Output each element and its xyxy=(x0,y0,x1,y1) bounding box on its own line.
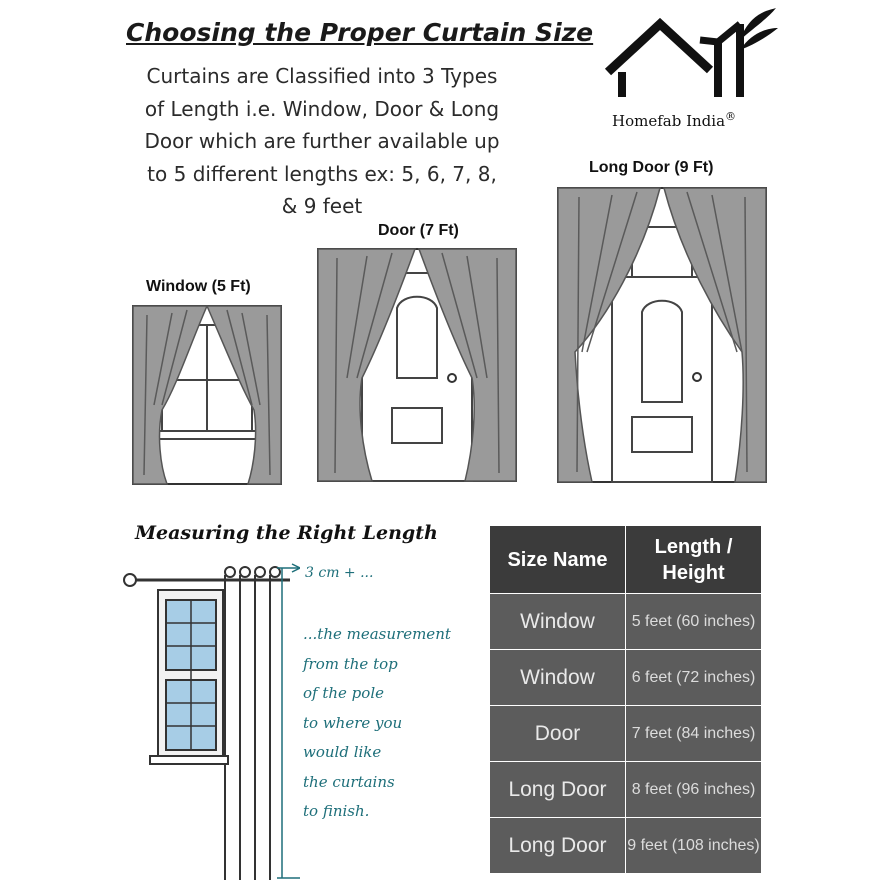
note-line: to finish. xyxy=(303,802,370,820)
length-cell: 6 feet (72 inches) xyxy=(626,650,762,706)
size-table xyxy=(489,525,762,874)
door-curtain-illustration xyxy=(317,248,517,482)
intro-line: & 9 feet xyxy=(281,194,363,218)
registered-mark: ® xyxy=(725,110,737,123)
note-line: ...the measurement xyxy=(303,625,451,643)
length-cell: 9 feet (108 inches) xyxy=(626,818,762,874)
intro-text xyxy=(112,60,532,223)
header-size-name: Size Name xyxy=(490,526,626,594)
note-line: the curtains xyxy=(303,772,395,791)
table-row xyxy=(490,650,762,706)
size-name-cell: Long Door xyxy=(490,818,626,874)
window-curtain-illustration xyxy=(132,305,282,485)
size-name-cell: Door xyxy=(490,706,626,762)
brand-name-text: Homefab India xyxy=(612,112,726,130)
long-door-caption: Long Door (9 Ft) xyxy=(589,159,714,176)
table-row xyxy=(490,762,762,818)
note-line: from the top xyxy=(303,654,398,673)
size-name-cell: Window xyxy=(490,594,626,650)
length-cell: 8 feet (96 inches) xyxy=(626,762,762,818)
length-cell: 5 feet (60 inches) xyxy=(626,594,762,650)
allowance-label: 3 cm + ... xyxy=(305,565,374,581)
note-line: would like xyxy=(303,743,382,761)
note-line: to where you xyxy=(303,713,403,732)
page-title: Choosing the Proper Curtain Size xyxy=(126,18,594,47)
window-caption: Window (5 Ft) xyxy=(146,278,251,295)
brand-name xyxy=(612,110,736,130)
header-length: Length / Height xyxy=(626,526,762,594)
intro-line: of Length i.e. Window, Door & Long xyxy=(144,96,500,121)
intro-line: Door which are further available up xyxy=(144,129,500,153)
note-line: of the pole xyxy=(303,684,384,702)
measuring-title: Measuring the Right Length xyxy=(135,522,438,544)
table-header-row xyxy=(490,526,762,594)
table-row xyxy=(490,706,762,762)
intro-line: Curtains are Classified into 3 Types xyxy=(146,64,498,88)
intro-line: to 5 different lengths ex: 5, 6, 7, 8, xyxy=(147,161,497,186)
length-cell: 7 feet (84 inches) xyxy=(626,706,762,762)
size-name-cell: Window xyxy=(490,650,626,706)
size-name-cell: Long Door xyxy=(490,762,626,818)
table-row xyxy=(490,594,762,650)
measurement-note xyxy=(303,620,451,827)
measuring-diagram xyxy=(120,560,300,880)
table-row xyxy=(490,818,762,874)
long-door-curtain-illustration xyxy=(557,187,767,483)
door-caption: Door (7 Ft) xyxy=(378,222,459,239)
